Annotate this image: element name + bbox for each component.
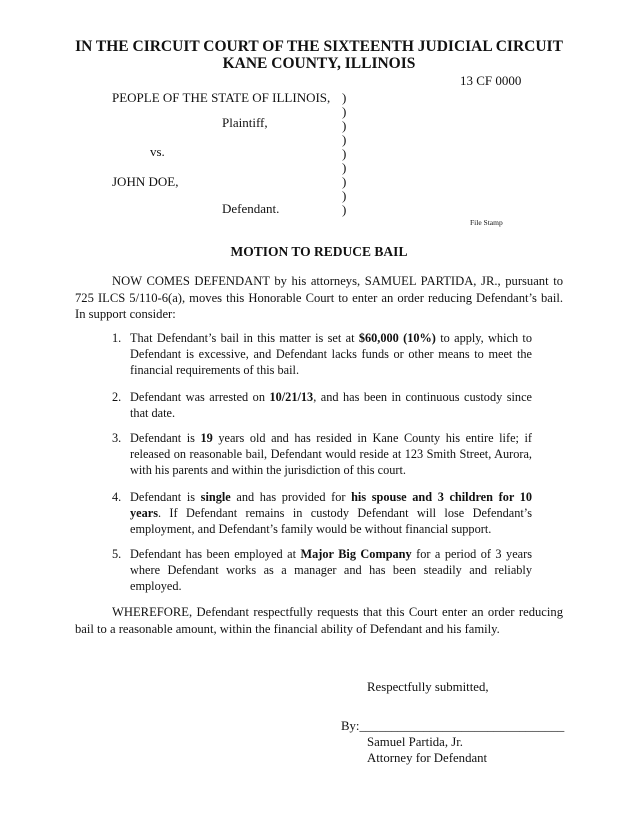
caption-paren: ) [342, 146, 347, 161]
caption-paren: ) [342, 132, 347, 147]
caption-paren: ) [342, 188, 347, 203]
item-number: 3. [112, 431, 122, 445]
item-text: That Defendant’s bail in this matter is set at [130, 331, 359, 345]
attorney-name: Samuel Partida, Jr. [367, 735, 463, 749]
item-number: 4. [112, 490, 122, 504]
item-text: . If Defendant remains in custody Defendant will lose Defendant’s employment, and Defendant’s family would be without financial support. [130, 506, 532, 536]
item-bold-text: 19 [200, 431, 213, 445]
motion-title: MOTION TO REDUCE BAIL [230, 244, 408, 259]
caption-paren: ) [342, 160, 347, 175]
item-bold-text: $60,000 (10%) [358, 331, 436, 345]
list-item [112, 489, 532, 537]
caption-paren: ) [342, 202, 347, 217]
item-text: Defendant was arrested on [130, 390, 270, 404]
by-underline: ________________________________ [359, 719, 565, 733]
caption-paren: ) [342, 174, 347, 189]
item-text: Defendant is [130, 431, 201, 445]
court-name-line1: IN THE CIRCUIT COURT OF THE SIXTEENTH JUDICIAL CIRCUIT [75, 38, 563, 55]
item-text: Defendant is [130, 490, 201, 504]
plaintiff-role: Plaintiff, [222, 115, 268, 130]
intro-text: NOW COMES DEFENDANT by his attorneys, SAMUEL PARTIDA, JR., pursuant to 725 ILCS 5/110-6(a), moves this Honorable Court to enter an order reducing Defendant’s bail. In support consider: [75, 274, 563, 321]
item-text: , and has been in continuous custody since that date. [130, 390, 532, 420]
item-number: 5. [112, 547, 122, 561]
caption-paren: ) [342, 118, 347, 133]
defendant-name: JOHN DOE, [112, 174, 179, 189]
item-bold-text: Major Big Company [300, 547, 412, 561]
caption-paren: ) [342, 90, 347, 105]
closing-text: Respectfully submitted, [367, 680, 489, 694]
wherefore-text: WHEREFORE, Defendant respectfully requests that this Court enter an order reducing bail to a reasonable amount, within the financial ability of Defendant and his family. [75, 605, 563, 636]
item-bold-text: single [200, 490, 231, 504]
versus-label: vs. [150, 144, 165, 159]
list-item [112, 430, 532, 478]
item-bold-text: 10/21/13 [269, 390, 314, 404]
list-item [112, 389, 532, 421]
item-number: 2. [112, 390, 122, 404]
signature-line [341, 719, 564, 734]
item-text: for a period of 3 years where Defendant works as a manager and has been steadily and reliably employed. [130, 547, 532, 593]
list-item [112, 330, 532, 378]
defendant-role: Defendant. [222, 201, 280, 216]
by-label: By: [341, 719, 360, 733]
list-item [112, 546, 532, 594]
wherefore-paragraph [75, 604, 563, 637]
item-text: and has provided for [230, 490, 352, 504]
file-stamp-label: File Stamp [470, 218, 503, 227]
item-number: 1. [112, 331, 122, 345]
item-text: to apply, which to Defendant is excessive, and Defendant lacks funds or other means to meet the financial requirements of this bail. [130, 331, 532, 377]
case-number: 13 CF 0000 [460, 73, 522, 88]
item-bold-text: his spouse and 3 children for 10 years [130, 490, 533, 520]
intro-paragraph [75, 273, 563, 323]
plaintiff-name: PEOPLE OF THE STATE OF ILLINOIS, [112, 90, 331, 105]
item-text: Defendant has been employed at [130, 547, 301, 561]
item-text: years old and has resided in Kane County his entire life; if released on reasonable bail, Defendant would reside at 123 Smith Street, Aurora, with his parents and within the jurisdiction of this court. [130, 431, 532, 477]
court-name-line2: KANE COUNTY, ILLINOIS [222, 55, 416, 72]
attorney-title: Attorney for Defendant [367, 751, 488, 765]
caption-paren: ) [342, 104, 347, 119]
